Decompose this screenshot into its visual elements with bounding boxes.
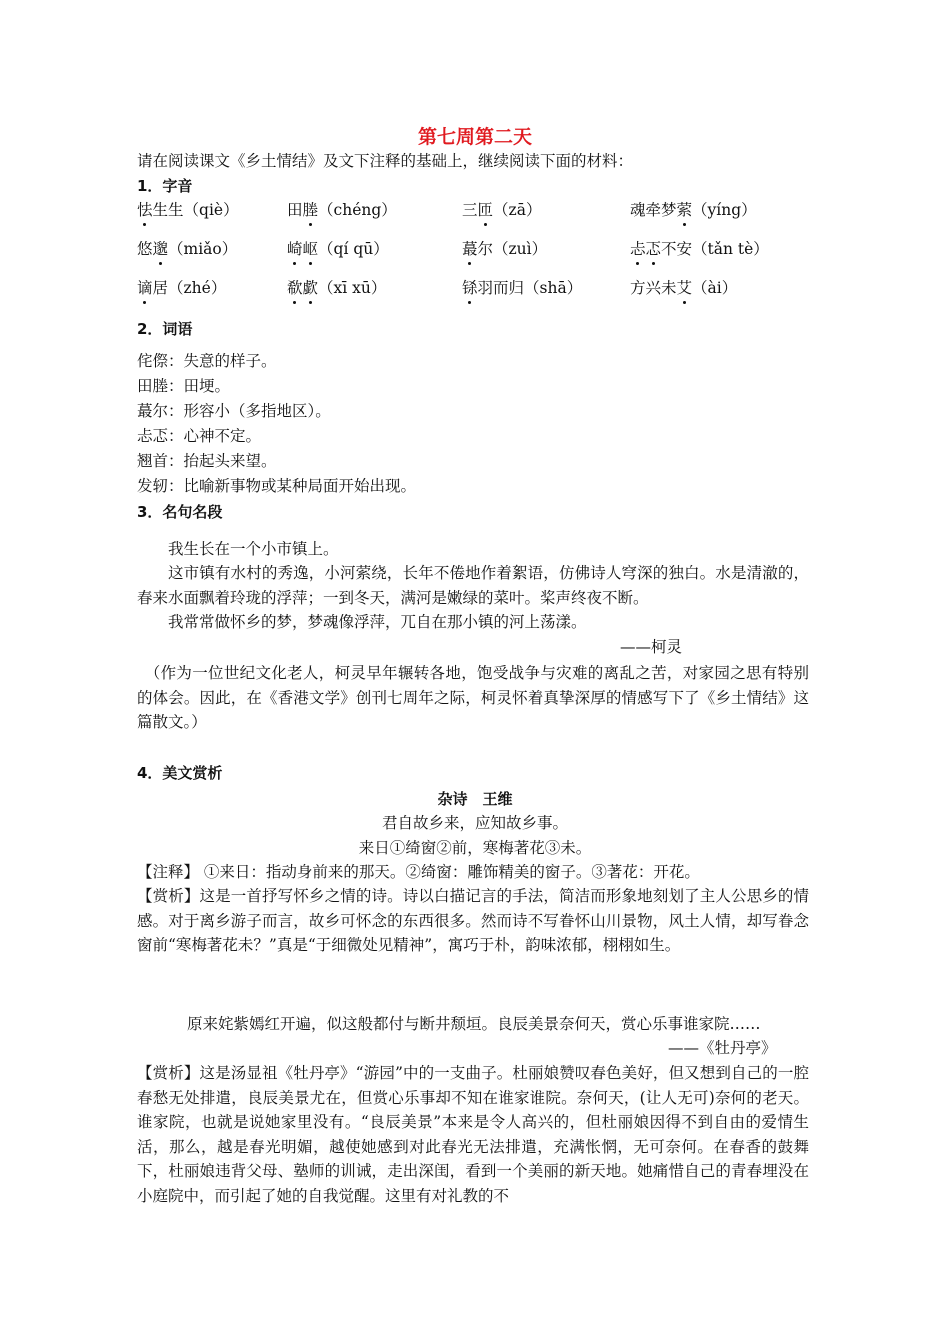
dotted-char: 艾	[676, 279, 693, 297]
word-prefix: 三	[462, 201, 478, 219]
poem-notes: 【注释】 ①来日：指动身前来的那天。②绮窗：雕饰精美的窗子。③著花：开花。	[137, 863, 700, 881]
pronunciation-item	[630, 238, 769, 260]
vocab-item: 蕞尔：形容小（多指地区）。	[137, 402, 331, 420]
pronunciation-item	[630, 199, 757, 221]
word-suffix-with-pinyin: （miǎo）	[168, 240, 238, 258]
emphasized-character	[153, 240, 169, 258]
opera-quote: 原来姹紫嫣红开遍，似这般都付与断井颓垣。良辰美景奈何天，赏心乐事谁家院……	[187, 1015, 761, 1033]
poem-line: 来日①绮窗②前，寒梅著花③未。	[358, 839, 592, 857]
word-suffix-with-pinyin: 尔（zuì）	[477, 240, 548, 258]
emphasized-character	[462, 279, 478, 297]
emphasized-character	[137, 201, 153, 219]
section4-heading: 4．美文赏析	[137, 764, 223, 782]
dotted-char: 忑	[645, 240, 662, 258]
page-title: 第七周第二天	[417, 126, 532, 148]
vocab-item: 翘首：抬起头来望。	[137, 452, 277, 470]
dotted-char: 萦	[676, 201, 693, 219]
section3-heading: 3．名句名段	[137, 503, 223, 521]
word-suffix-with-pinyin: 居（zhé）	[152, 279, 227, 297]
word-prefix: 田	[287, 201, 303, 219]
quote-paragraph: 我生长在一个小市镇上。	[168, 540, 339, 558]
opera-appreciation: 【赏析】这是汤显祖《牡丹亭》“游园”中的一支曲子。杜丽娘赞叹春色美好，但又想到自己的一腔春愁无处排遣，良辰美景尤在，但赏心乐事却不知在谁家谁院。奈何天，(让人无可)奈何的老天。谁家院，也就是说她家里没有。“良辰美景”本来是令人高兴的，但杜丽娘因得不到自由的爱情生活，那么，越是春光明媚，越使她感到对此春光无法排遣，充满怅惘，无可奈何。在春香的鼓舞下，杜丽娘违背父母、塾师的训诫，走出深闺，看到一个美丽的新天地。她痛惜自己的青春埋没在小庭院中，而引起了她的自我觉醒。这里有对礼教的不	[137, 1064, 809, 1205]
dotted-char: 欷	[287, 279, 303, 297]
pronunciation-item	[137, 277, 226, 299]
emphasized-character	[462, 240, 478, 258]
emphasized-character	[287, 279, 318, 297]
word-suffix-with-pinyin: 生生（qiè）	[152, 201, 239, 219]
dotted-char: 歔	[302, 279, 319, 297]
emphasized-character	[677, 279, 693, 297]
emphasized-character	[677, 201, 693, 219]
opera-source: ——《牡丹亭》	[668, 1039, 777, 1057]
emphasized-character	[137, 279, 153, 297]
context-note: （作为一位世纪文化老人，柯灵早年辗转各地，饱受战争与灾难的离乱之苦，对家园之思有特别的体会。因此，在《香港文学》创刊七周年之际，柯灵怀着真挚深厚的情感写下了《乡土情结》这篇散文。）	[137, 664, 809, 731]
section2-heading: 2．词语	[137, 320, 193, 338]
word-suffix-with-pinyin: （xī xū）	[318, 279, 387, 297]
emphasized-character	[287, 240, 318, 258]
emphasized-character	[478, 201, 494, 219]
pronunciation-item	[287, 277, 386, 299]
word-prefix: 方兴未	[630, 279, 677, 297]
pronunciation-item	[137, 199, 239, 221]
word-suffix-with-pinyin: 不安（tǎn tè）	[661, 240, 769, 258]
pronunciation-item	[137, 238, 237, 260]
word-suffix-with-pinyin: （chéng）	[318, 201, 397, 219]
section1-heading: 1．字音	[137, 177, 193, 195]
vocab-item: 田塍：田埂。	[137, 377, 231, 395]
pronunciation-item	[287, 238, 389, 260]
dotted-char: 铩	[462, 279, 478, 297]
dotted-char: 匝	[477, 201, 494, 219]
word-prefix: 魂牵梦	[630, 201, 677, 219]
pronunciation-item	[287, 199, 397, 221]
vocab-item: 发轫：比喻新事物或某种局面开始出现。	[137, 477, 417, 495]
quote-attribution: ——柯灵	[620, 638, 683, 656]
dotted-char: 岖	[302, 240, 319, 258]
dotted-char: 忐	[630, 240, 646, 258]
quote-paragraph: 我常常做怀乡的梦，梦魂像浮萍，兀自在那小镇的河上荡漾。	[168, 613, 587, 631]
poem-line: 君自故乡来，应知故乡事。	[381, 814, 568, 832]
dotted-char: 塍	[302, 201, 319, 219]
poem-title: 杂诗 王维	[437, 790, 513, 808]
emphasized-character	[303, 201, 319, 219]
pronunciation-item	[462, 199, 541, 221]
pronunciation-item	[462, 238, 547, 260]
intro-text: 请在阅读课文《乡土情结》及文下注释的基础上，继续阅读下面的材料：	[137, 152, 634, 170]
word-suffix-with-pinyin: （ài）	[692, 279, 738, 297]
word-suffix-with-pinyin: 羽而归（shā）	[477, 279, 583, 297]
vocab-item: 忐忑：心神不定。	[137, 427, 262, 445]
vocab-item: 侘傺：失意的样子。	[137, 352, 277, 370]
word-prefix: 悠	[137, 240, 153, 258]
dotted-char: 邈	[152, 240, 169, 258]
word-suffix-with-pinyin: （qí qū）	[318, 240, 389, 258]
pronunciation-item	[630, 277, 737, 299]
quote-paragraph: 这市镇有水村的秀逸，小河萦绕，长年不倦地作着絮语，仿佛诗人穹深的独白。水是清澈的，春来水面飘着玲珑的浮萍；一到冬天，满河是嫩绿的菜叶。桨声终夜不断。	[137, 564, 809, 607]
emphasized-character	[630, 240, 661, 258]
poem-appreciation: 【赏析】这是一首抒写怀乡之情的诗。诗以白描记言的手法，简洁而形象地刻划了主人公思乡的情感。对于离乡游子而言，故乡可怀念的东西很多。然而诗不写眷怀山川景物，风土人情，却写眷念窗前“寒梅著花未？”真是“于细微处见精神”，寓巧于朴，韵味浓郁，栩栩如生。	[137, 887, 809, 954]
pronunciation-item	[462, 277, 582, 299]
dotted-char: 蕞	[462, 240, 478, 258]
dotted-char: 怯	[137, 201, 153, 219]
dotted-char: 崎	[287, 240, 303, 258]
word-suffix-with-pinyin: （yíng）	[692, 201, 757, 219]
word-suffix-with-pinyin: （zā）	[493, 201, 542, 219]
dotted-char: 谪	[137, 279, 153, 297]
